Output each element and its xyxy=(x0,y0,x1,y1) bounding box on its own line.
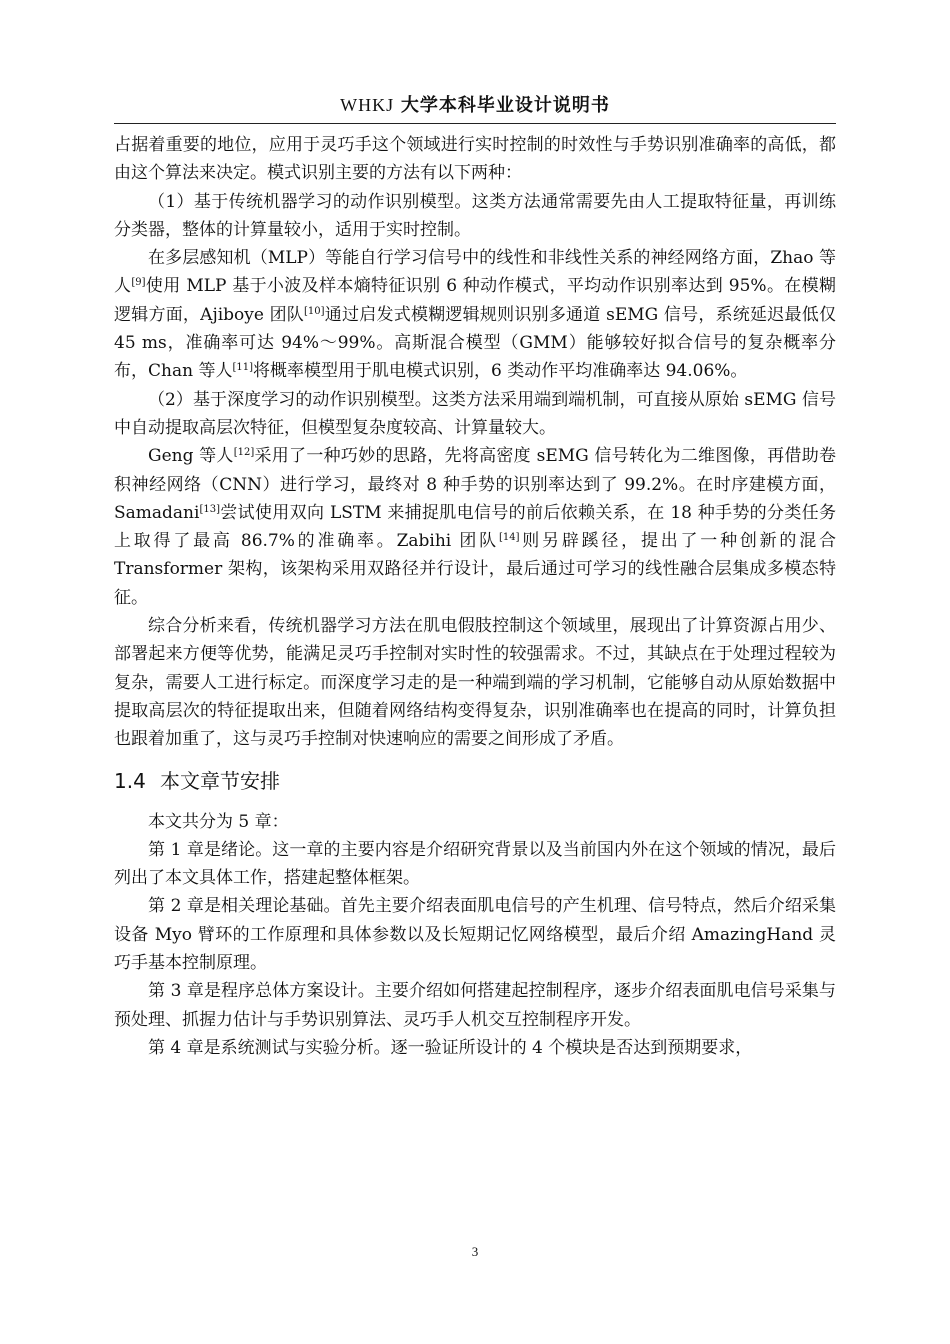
section-title: 本文章节安排 xyxy=(160,768,280,793)
paragraph-chapter-2: 第 2 章是相关理论基础。首先主要介绍表面肌电信号的产生机理、信号特点，然后介绍采集设备 Myo 臂环的工作原理和具体参数以及长短期记忆网络模型，最后介绍 AmazingHand 灵巧手基本控制原理。 xyxy=(114,896,836,974)
paragraph-deep-learning: （2）基于深度学习的动作识别模型。这类方法采用端到端机制，可直接从原始 sEMG 信号中自动提取高层次特征，但模型复杂度较高、计算量较大。 xyxy=(114,389,836,438)
page-number: 3 xyxy=(471,1244,479,1259)
text-segment: 采用了一种巧妙的思路，先将高密度 sEMG 信号转化为二维图像，再借助卷积神经网络（CNN）进行学习，最终对 8 种手势的识别率达到了 99.2%。在时序建模方面，Samadani xyxy=(114,446,836,523)
paragraph-chapter-intro: 本文共分为 5 章： xyxy=(148,811,289,832)
citation-ref-13: [13] xyxy=(199,503,220,515)
text-segment: 则另辟蹊径，提出了一种创新的混合 Transformer 架构，该架构采用双路径并行设计，最后通过可学习的线性融合层集成多模态特征。 xyxy=(114,531,836,608)
citation-ref-10: [10] xyxy=(304,305,325,317)
paragraph-chapter-3: 第 3 章是程序总体方案设计。主要介绍如何搭建起控制程序，逐步介绍表面肌电信号采集与预处理、抓握力估计与手势识别算法、灵巧手人机交互控制程序开发。 xyxy=(114,981,836,1030)
paragraph-summary: 综合分析来看，传统机器学习方法在肌电假肢控制这个领域里，展现出了计算资源占用少、部署起来方便等优势，能满足灵巧手控制对实时性的较强需求。不过，其缺点在于处理过程较为复杂，需要人工进行标定。而深度学习走的是一种端到端的学习机制，它能够自动从原始数据中提取高层次的特征提取出来，但随着网络结构变得复杂，识别准确率也在提高的同时，计算负担也跟着加重了，这与灵巧手控制对快速响应的需要之间形成了矛盾。 xyxy=(114,616,836,750)
header-document-title: 大学本科毕业设计说明书 xyxy=(400,95,610,116)
document-body xyxy=(114,131,836,1062)
citation-ref-9: [9] xyxy=(131,277,146,289)
header-school-code: WHKJ xyxy=(340,95,395,115)
text-segment: 在多层感知机（MLP）等能自行学习信号中的线性和非线性关系的神经网络方面，Zhao 等人 xyxy=(114,248,836,297)
paragraph-chapter-4: 第 4 章是系统测试与实验分析。逐一验证所设计的 4 个模块是否达到预期要求， xyxy=(148,1037,753,1058)
paragraph-chapter-1: 第 1 章是绪论。这一章的主要内容是介绍研究背景以及当前国内外在这个领域的情况，最后列出了本文具体工作，搭建起整体框架。 xyxy=(114,839,836,889)
text-segment: 使用 MLP 基于小波及样本熵特征识别 6 种动作模式，平均动作识别率达到 95%。在模糊逻辑方面，Ajiboye 团队 xyxy=(114,276,836,325)
text-segment: 将概率模型用于肌电模式识别，6 类动作平均准确率达 94.06%。 xyxy=(252,361,748,382)
page-header xyxy=(114,90,836,120)
text-segment: 通过启发式模糊逻辑规则识别多通道 sEMG 信号，系统延迟最低仅 45 ms，准确率可达 94%～99%。高斯混合模型（GMM）能够较好拟合信号的复杂概率分布，Chan 等人 xyxy=(114,304,836,382)
citation-ref-11: [11] xyxy=(232,362,253,374)
section-heading xyxy=(114,766,836,796)
header-divider xyxy=(114,123,836,124)
paragraph-cnn-lstm-transformer xyxy=(114,442,836,612)
paragraph-continuation: 占据着重要的地位，应用于灵巧手这个领域进行实时控制的时效性与手势识别准确率的高低，都由这个算法来决定。模式识别主要的方法有以下两种： xyxy=(114,135,836,184)
text-segment: Geng 等人 xyxy=(148,446,234,467)
paragraph-mlp-fuzzy-gmm xyxy=(114,244,836,385)
citation-ref-12: [12] xyxy=(233,447,255,459)
paragraph-traditional-ml: （1）基于传统机器学习的动作识别模型。这类方法通常需要先由人工提取特征量，再训练分类器，整体的计算量较小，适用于实时控制。 xyxy=(114,191,836,240)
citation-ref-14: [14] xyxy=(498,532,520,544)
text-segment: 尝试使用双向 LSTM 来捕捉肌电信号的前后依赖关系，在 18 种手势的分类任务上取得了最高 86.7%的准确率。Zabihi 团队 xyxy=(114,502,836,552)
section-number: 1.4 xyxy=(114,768,146,793)
